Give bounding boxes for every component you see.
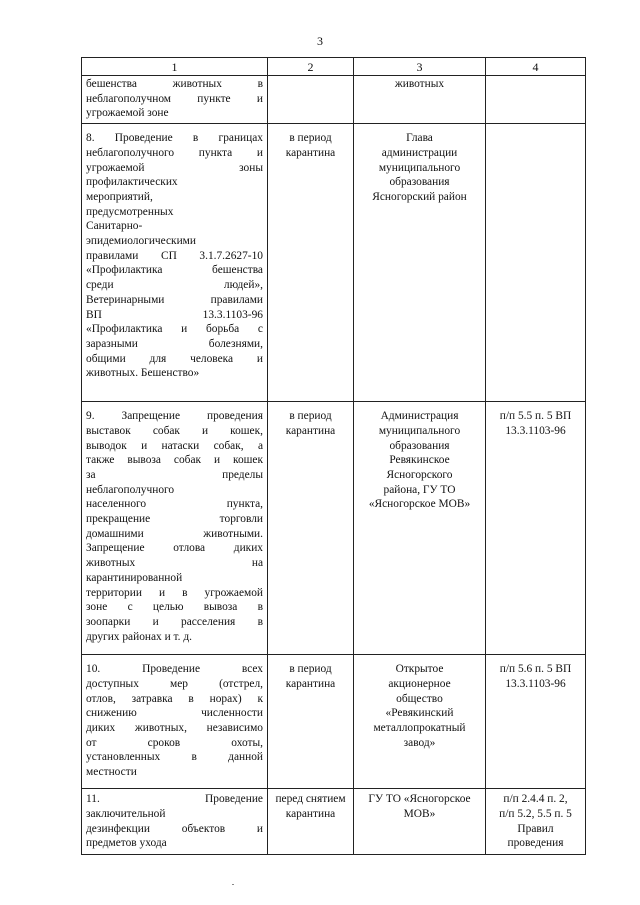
cell-line: угрожаемой зоне xyxy=(86,107,169,120)
cell-line: Ясногорского xyxy=(386,468,453,481)
cell-line: заключительной xyxy=(86,807,166,820)
measure-cell xyxy=(82,76,268,124)
cell-line: домашними животными. xyxy=(86,527,263,540)
cell-line: акционерное xyxy=(388,677,451,690)
cell-line: общество xyxy=(396,692,443,705)
cell-line: Ветеринарными правилами xyxy=(86,293,263,306)
cell-line: эпидемиологическими xyxy=(86,235,196,248)
cell-line: карантинированной xyxy=(86,571,183,584)
cell-line: прекращение торговли xyxy=(86,513,263,526)
cell-line: профилактических xyxy=(86,176,178,189)
cell-line: предметов ухода xyxy=(86,837,167,850)
cell-line: среди людей», xyxy=(86,279,263,292)
reference-cell xyxy=(486,124,586,402)
cell-line: Правил xyxy=(517,822,554,835)
cell-line: других районах и т. д. xyxy=(86,630,192,643)
measure-cell xyxy=(82,124,268,402)
cell-line: карантина xyxy=(285,424,336,437)
cell-line: Администрация xyxy=(380,410,459,423)
cell-line: «Профилактика и борьба с xyxy=(86,323,263,336)
cell-line: диких животных, независимо xyxy=(86,721,263,734)
cell-line: отлов, затравка в норах) к xyxy=(86,692,263,705)
term-cell xyxy=(268,124,354,402)
column-header-4: 4 xyxy=(486,58,586,76)
cell-line: выводок и натаски собак, а xyxy=(86,439,263,452)
cell-line: «Профилактика бешенства xyxy=(86,264,263,277)
cell-line: установленных в данной xyxy=(86,751,263,764)
cell-line: в период xyxy=(289,410,332,423)
column-header-2: 2 xyxy=(268,58,354,76)
cell-line: в период xyxy=(289,663,332,676)
table-row xyxy=(82,655,586,789)
column-header-3: 3 xyxy=(354,58,486,76)
cell-line: за пределы xyxy=(86,468,263,481)
table-row xyxy=(82,76,586,124)
cell-line: зоне с целью вывоза в xyxy=(86,601,263,614)
measure-cell xyxy=(82,789,268,855)
cell-line: карантина xyxy=(285,807,336,820)
responsible-cell xyxy=(354,655,486,789)
page-number: 3 xyxy=(317,34,323,48)
term-cell xyxy=(268,789,354,855)
column-header-1: 1 xyxy=(82,58,268,76)
cell-line: от сроков охоты, xyxy=(86,736,263,749)
responsible-cell xyxy=(354,402,486,655)
cell-line: п/п 5.5 п. 5 ВП xyxy=(499,410,572,423)
cell-line: 8. Проведение в границах xyxy=(86,132,263,145)
cell-line: муниципального xyxy=(378,424,461,437)
measures-table xyxy=(81,57,586,855)
term-cell xyxy=(268,655,354,789)
responsible-cell xyxy=(354,76,486,124)
cell-line: местности xyxy=(86,766,137,779)
cell-line: завод» xyxy=(403,736,436,749)
cell-line: карантина xyxy=(285,677,336,690)
reference-cell xyxy=(486,76,586,124)
table-row xyxy=(82,124,586,402)
cell-line: «Ясногорское МОВ» xyxy=(368,498,471,511)
cell-line: перед снятием xyxy=(275,793,346,806)
cell-line: «Ревякинский xyxy=(385,707,454,720)
cell-line: животных на xyxy=(86,557,263,570)
cell-line: неблагополучного пункта и xyxy=(86,146,263,159)
cell-line: в период xyxy=(289,132,332,145)
cell-line: территории и в угрожаемой xyxy=(86,586,263,599)
term-cell xyxy=(268,76,354,124)
cell-line: образования xyxy=(389,176,450,189)
cell-line: Глава xyxy=(406,132,433,145)
cell-line: образования xyxy=(389,439,450,452)
cell-line: МОВ» xyxy=(403,807,436,820)
cell-line: карантина xyxy=(285,146,336,159)
cell-line: Запрещение отлова диких xyxy=(86,542,263,555)
cell-line: района, ГУ ТО xyxy=(383,483,456,496)
cell-line: зоопарки и расселения в xyxy=(86,615,263,628)
cell-line: муниципального xyxy=(378,161,461,174)
cell-line: металлопрокатный xyxy=(373,721,466,734)
cell-line: выставок собак и кошек, xyxy=(86,424,263,437)
term-cell xyxy=(268,402,354,655)
cell-line: 11. Проведение xyxy=(86,793,263,806)
cell-line: неблагополучного xyxy=(86,483,175,496)
cell-line: п/п 5.2, 5.5 п. 5 xyxy=(499,807,572,820)
cell-line: снижению численности xyxy=(86,707,263,720)
cell-line: животных xyxy=(394,78,445,90)
cell-line: Ревякинское xyxy=(389,454,450,467)
table-row xyxy=(82,789,586,855)
cell-line: мероприятий, xyxy=(86,190,153,203)
cell-line: также вывоза собак и кошек xyxy=(86,454,263,467)
reference-cell xyxy=(486,402,586,655)
cell-line: администрации xyxy=(381,146,458,159)
responsible-cell xyxy=(354,124,486,402)
responsible-cell xyxy=(354,789,486,855)
reference-cell xyxy=(486,655,586,789)
cell-line: населенного пункта, xyxy=(86,498,263,511)
cell-line: п/п 5.6 п. 5 ВП xyxy=(499,663,572,676)
cell-line: проведения xyxy=(507,837,564,850)
cell-line: 9. Запрещение проведения xyxy=(86,410,263,423)
cell-line: 13.3.1103-96 xyxy=(505,677,566,690)
cell-line: угрожаемой зоны xyxy=(86,161,263,174)
cell-line: Санитарно- xyxy=(86,220,143,233)
cell-line: п/п 2.4.4 п. 2, xyxy=(503,793,568,806)
cell-line: дезинфекции объектов и xyxy=(86,822,263,835)
table-header-row xyxy=(82,58,586,76)
cell-line: доступных мер (отстрел, xyxy=(86,677,263,690)
cell-line: ВП 13.3.1103-96 xyxy=(86,308,263,321)
cell-line: ГУ ТО «Ясногорское xyxy=(368,793,471,806)
table-row xyxy=(82,402,586,655)
cell-line: неблагополучном пункте и xyxy=(86,92,263,105)
reference-cell xyxy=(486,789,586,855)
measure-cell xyxy=(82,402,268,655)
cell-line: 13.3.1103-96 xyxy=(505,424,566,437)
cell-line: Открытое xyxy=(395,663,444,676)
cell-line: предусмотренных xyxy=(86,205,174,218)
cell-line: правилами СП 3.1.7.2627-10 xyxy=(86,249,263,262)
cell-line: 10. Проведение всех xyxy=(86,663,263,676)
cell-line: заразными болезнями, xyxy=(86,337,263,350)
scan-speck xyxy=(232,884,234,885)
cell-line: животных. Бешенство» xyxy=(86,367,200,380)
cell-line: Ясногорский район xyxy=(372,190,467,203)
cell-line: бешенства животных в xyxy=(86,78,263,90)
measure-cell xyxy=(82,655,268,789)
cell-line: общими для человека и xyxy=(86,352,263,365)
